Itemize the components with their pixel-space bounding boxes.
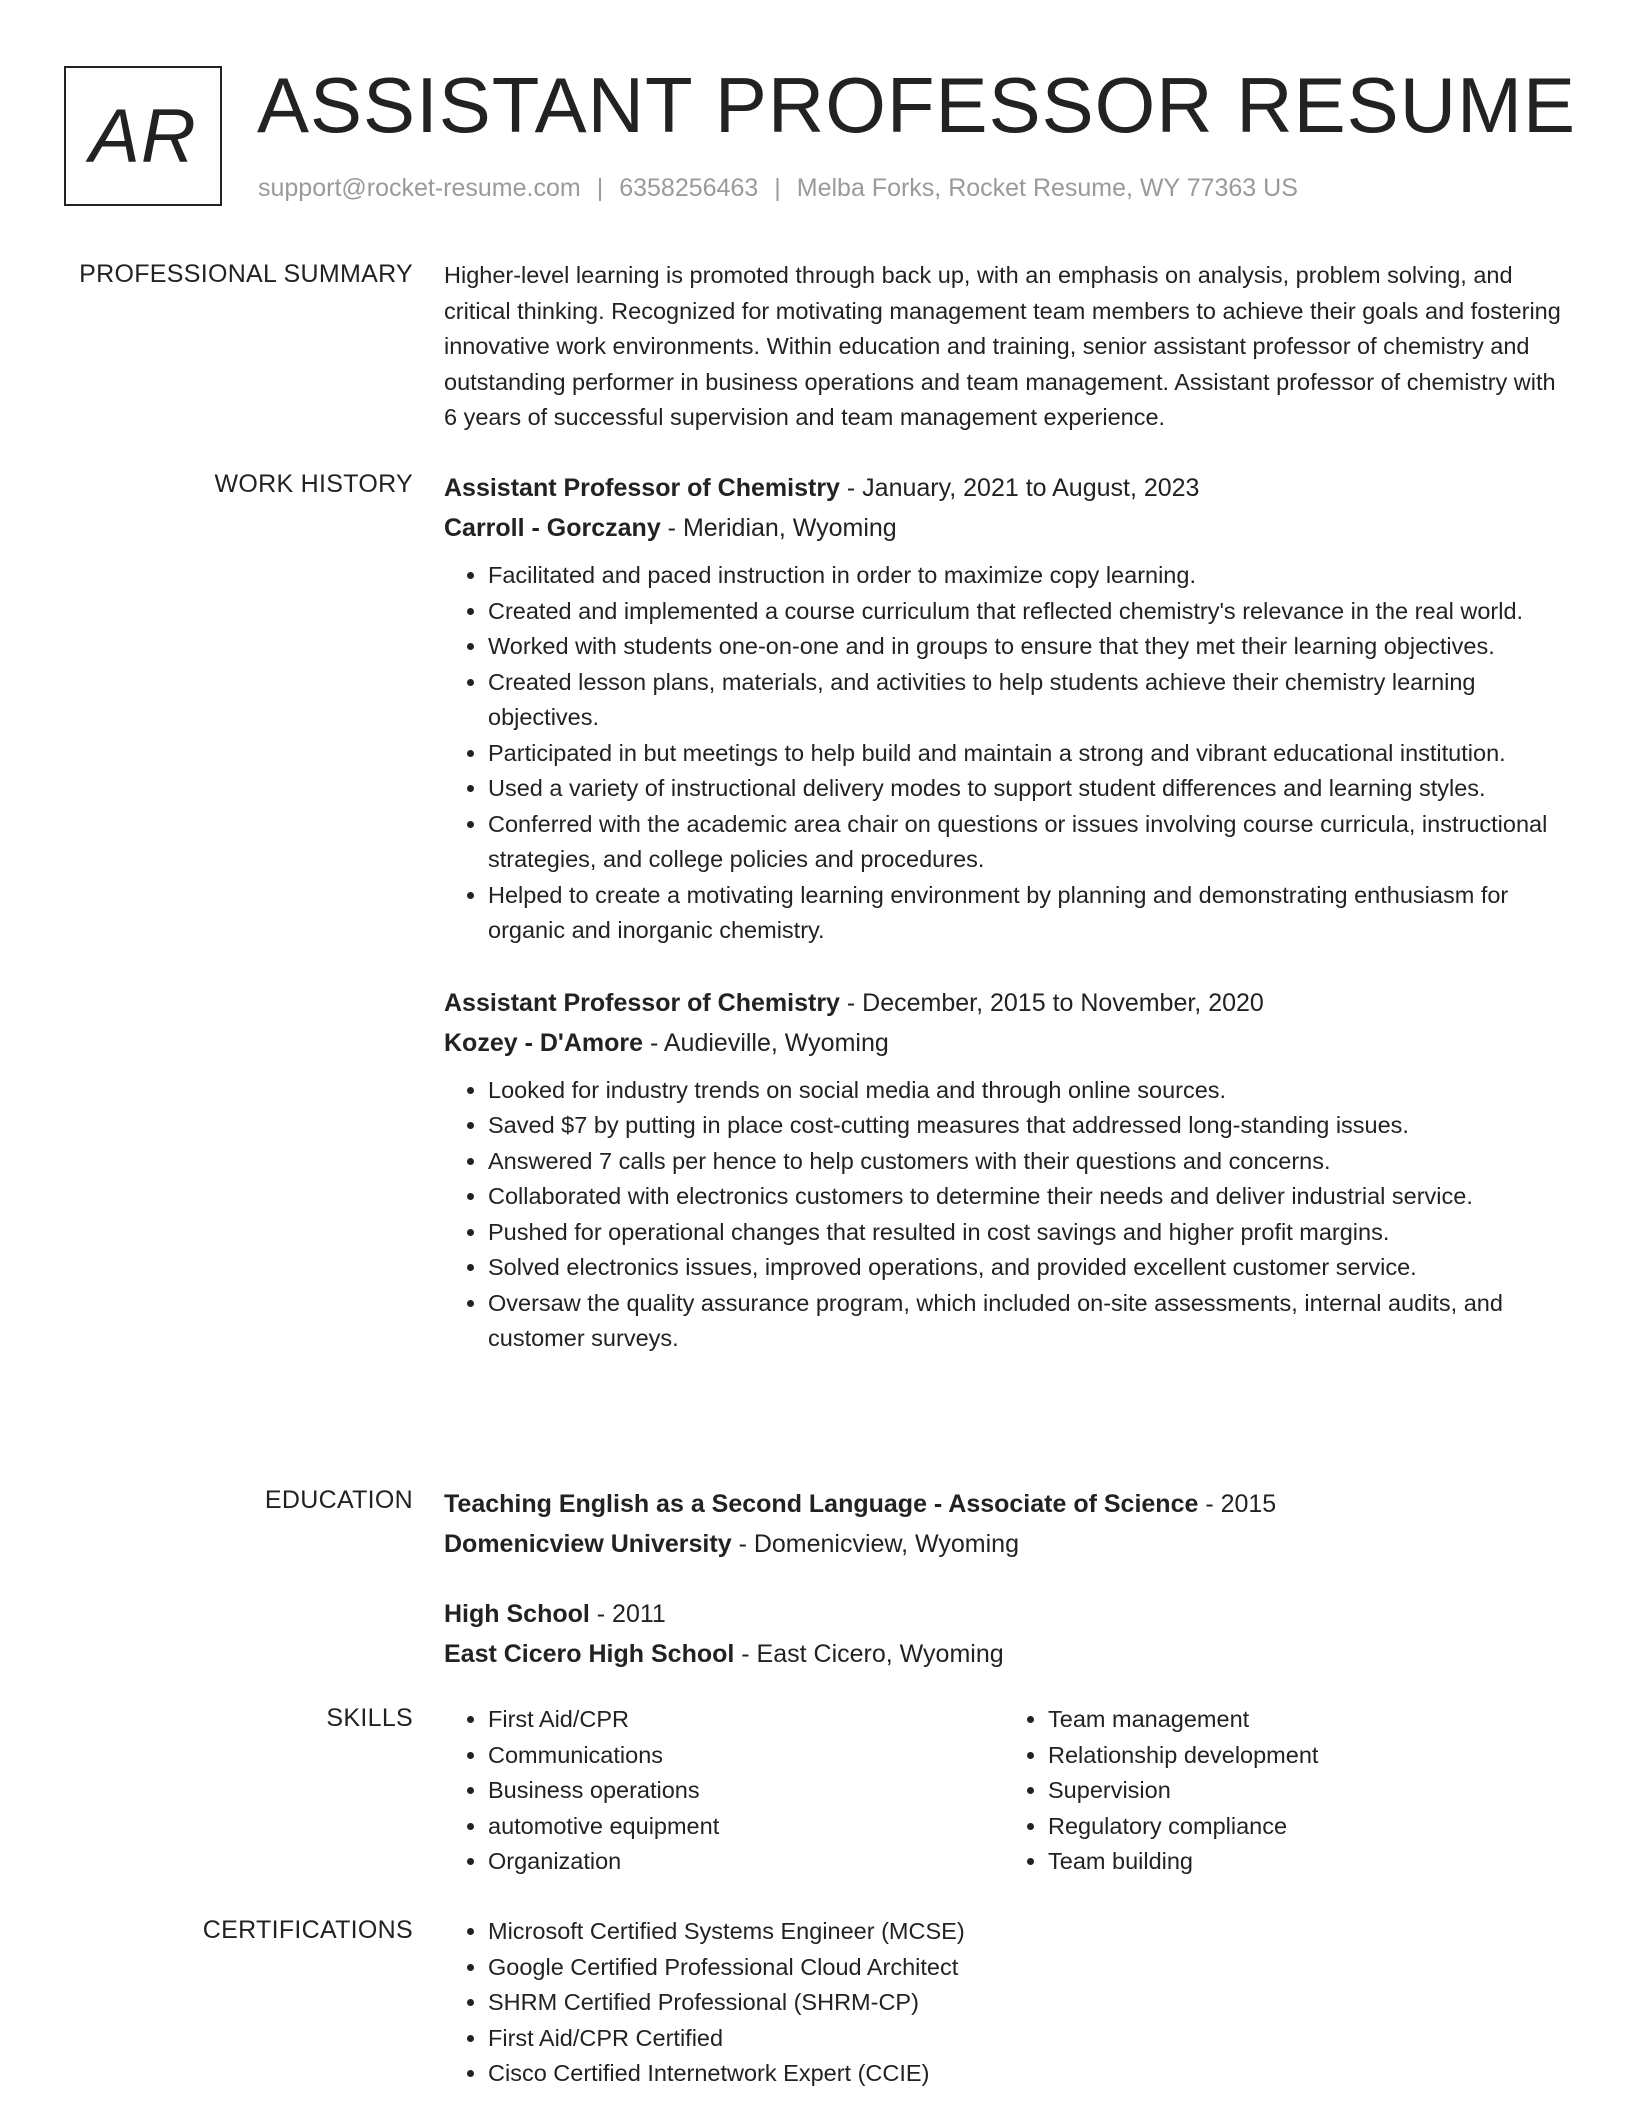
degree-year: - 2011 bbox=[589, 1600, 666, 1628]
list-item: • SHRM Certified Professional (SHRM-CP) bbox=[488, 1985, 1564, 2021]
list-item: • Supervision bbox=[1048, 1773, 1564, 1809]
contact-line bbox=[258, 174, 1298, 203]
job-entry bbox=[444, 983, 1564, 1357]
degree-year: - 2015 bbox=[1198, 1490, 1277, 1518]
degree-line bbox=[444, 1484, 1564, 1524]
section-label-education: EDUCATION bbox=[264, 1486, 413, 1514]
contact-phone: 6358256463 bbox=[619, 174, 759, 202]
job-entry bbox=[444, 468, 1564, 949]
list-item: • Organization bbox=[488, 1844, 1004, 1880]
job-company-line bbox=[444, 508, 1564, 548]
certifications-list bbox=[444, 1914, 1564, 2092]
list-item: • Conferred with the academic area chair on questions or issues involving course curricula, instructional strategies, and college policies and procedures. bbox=[488, 807, 1564, 878]
skills-columns bbox=[444, 1702, 1564, 1880]
job-title: Assistant Professor of Chemistry bbox=[444, 474, 840, 502]
list-item: • Collaborated with electronics customers to determine their needs and deliver industrial service. bbox=[488, 1179, 1564, 1215]
resume-header bbox=[64, 61, 1584, 214]
education-entry bbox=[444, 1484, 1564, 1564]
list-item: • automotive equipment bbox=[488, 1809, 1004, 1845]
list-item: • Looked for industry trends on social media and through online sources. bbox=[488, 1073, 1564, 1109]
list-item: • Pushed for operational changes that resulted in cost savings and higher profit margins. bbox=[488, 1215, 1564, 1251]
list-item: • Business operations bbox=[488, 1773, 1004, 1809]
job-title: Assistant Professor of Chemistry bbox=[444, 988, 840, 1017]
job-bullets bbox=[444, 558, 1564, 949]
job-dates: - January, 2021 to August, 2023 bbox=[839, 474, 1200, 502]
list-item: • Answered 7 calls per hence to help customers with their questions and concerns. bbox=[488, 1144, 1564, 1180]
contact-separator: | bbox=[774, 174, 781, 202]
section-label-summary: PROFESSIONAL SUMMARY bbox=[79, 260, 413, 288]
list-item: • Helped to create a motivating learning environment by planning and demonstrating enthusiasm for organic and inorganic chemistry. bbox=[488, 878, 1564, 949]
section-label-work-history: WORK HISTORY bbox=[214, 470, 413, 498]
list-item: • Google Certified Professional Cloud Architect bbox=[488, 1950, 1564, 1986]
list-item: • Saved $7 by putting in place cost-cutting measures that addressed long-standing issues. bbox=[488, 1108, 1564, 1144]
list-item: • Team management bbox=[1048, 1702, 1564, 1738]
contact-email: support@rocket-resume.com bbox=[258, 174, 581, 202]
job-title-line bbox=[444, 983, 1564, 1023]
list-item: • Worked with students one-on-one and in groups to ensure that they met their learning objectives. bbox=[488, 629, 1564, 665]
list-item: • Relationship development bbox=[1048, 1738, 1564, 1774]
degree-title: High School bbox=[444, 1600, 590, 1628]
school-location: - East Cicero, Wyoming bbox=[734, 1640, 1004, 1668]
list-item: • Created lesson plans, materials, and activities to help students achieve their chemistry learning objectives. bbox=[488, 665, 1564, 736]
skills-list-right bbox=[1004, 1702, 1564, 1880]
list-item: • Solved electronics issues, improved operations, and provided excellent customer service. bbox=[488, 1250, 1564, 1286]
job-company: Kozey - D'Amore bbox=[444, 1028, 644, 1057]
job-location: - Audieville, Wyoming bbox=[643, 1028, 889, 1057]
page-title: ASSISTANT PROFESSOR RESUME bbox=[257, 61, 1577, 149]
job-dates: - December, 2015 to November, 2020 bbox=[839, 988, 1264, 1017]
school-line bbox=[444, 1634, 1564, 1674]
school-location: - Domenicview, Wyoming bbox=[731, 1530, 1019, 1558]
list-item: • Participated in but meetings to help build and maintain a strong and vibrant educational institution. bbox=[488, 736, 1564, 772]
section-label-certifications: CERTIFICATIONS bbox=[202, 1916, 413, 1944]
degree-line bbox=[444, 1594, 1564, 1634]
skills-list-left bbox=[444, 1702, 1004, 1880]
list-item: • First Aid/CPR bbox=[488, 1702, 1004, 1738]
contact-separator: | bbox=[596, 174, 604, 202]
list-item: • Communications bbox=[488, 1738, 1004, 1774]
school-line bbox=[444, 1524, 1564, 1564]
job-title-line bbox=[444, 468, 1564, 508]
job-location: - Meridian, Wyoming bbox=[660, 514, 897, 542]
education-entry bbox=[444, 1594, 1564, 1674]
contact-address: Melba Forks, Rocket Resume, WY 77363 US bbox=[796, 174, 1298, 202]
school-name: Domenicview University bbox=[444, 1530, 732, 1558]
job-company-line bbox=[444, 1023, 1564, 1063]
list-item: • Created and implemented a course curriculum that reflected chemistry's relevance in the real world. bbox=[488, 594, 1564, 630]
section-label-skills: SKILLS bbox=[326, 1704, 413, 1732]
list-item: • Used a variety of instructional delivery modes to support student differences and learning styles. bbox=[488, 771, 1564, 807]
summary-text: Higher-level learning is promoted through back up, with an emphasis on analysis, problem solving, and critical thinking. Recognized for motivating management team members to achieve their goals and fostering innovative work environments. Within education and training, senior assistant professor of chemistry and outstanding performer in business operations and team management. Assistant professor of chemistry with 6 years of successful supervision and team management experience. bbox=[444, 262, 1561, 430]
monogram-logo: AR bbox=[64, 66, 222, 206]
list-item: • First Aid/CPR Certified bbox=[488, 2021, 1564, 2057]
job-company: Carroll - Gorczany bbox=[444, 514, 661, 542]
list-item: • Microsoft Certified Systems Engineer (MCSE) bbox=[488, 1914, 1564, 1950]
school-name: East Cicero High School bbox=[444, 1640, 735, 1668]
list-item: • Cisco Certified Internetwork Expert (CCIE) bbox=[488, 2056, 1564, 2092]
list-item: • Facilitated and paced instruction in order to maximize copy learning. bbox=[488, 558, 1564, 594]
list-item: • Team building bbox=[1048, 1844, 1564, 1880]
job-bullets bbox=[444, 1073, 1564, 1357]
list-item: • Regulatory compliance bbox=[1048, 1809, 1564, 1845]
list-item: • Oversaw the quality assurance program, which included on-site assessments, internal audits, and customer surveys. bbox=[488, 1286, 1564, 1357]
degree-title: Teaching English as a Second Language - Associate of Science bbox=[444, 1490, 1199, 1518]
